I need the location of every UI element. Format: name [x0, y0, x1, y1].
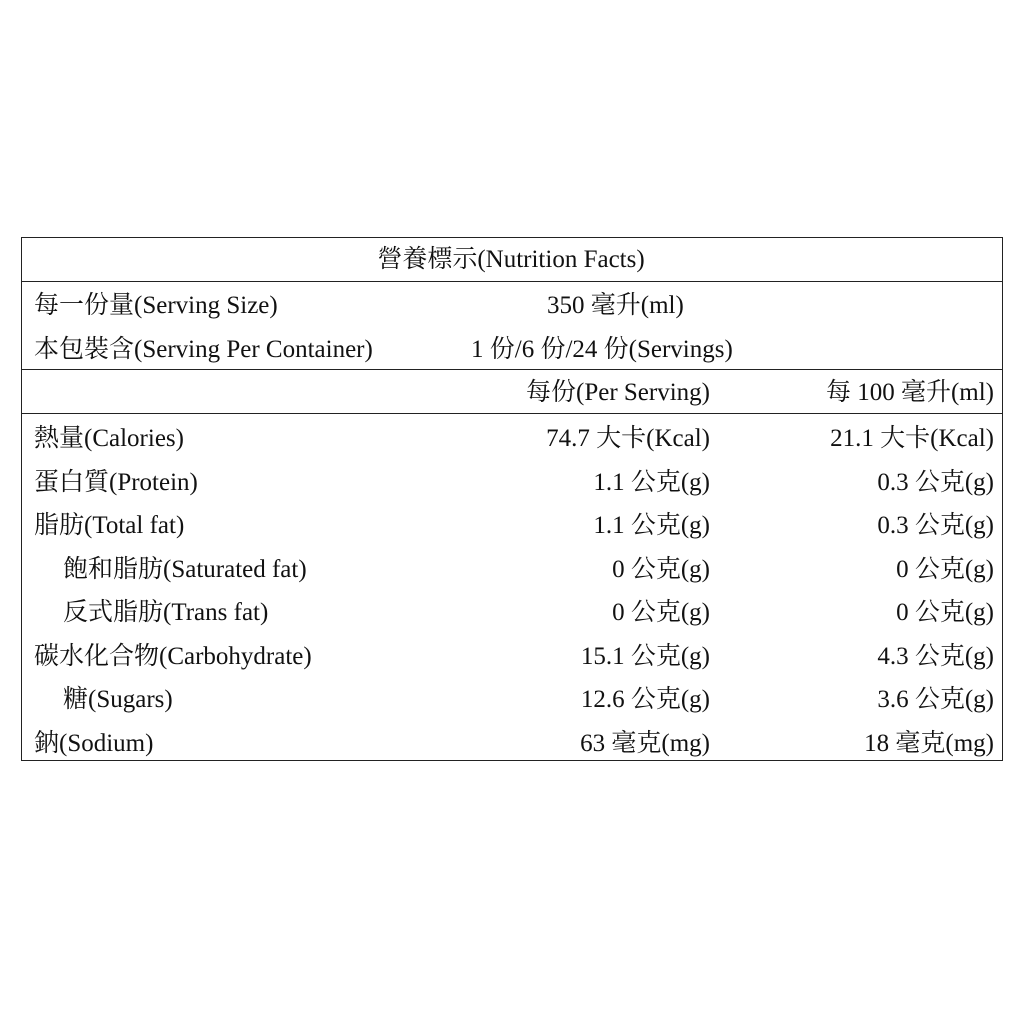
- table-row: [22, 548, 1002, 592]
- nutrient-name: 飽和脂肪(Saturated fat): [63, 555, 307, 583]
- per-100ml-value: 4.3 公克(g): [877, 642, 994, 670]
- per-100ml-header: 每 100 毫升(ml): [825, 379, 994, 406]
- serving-size-value: 350 毫升(ml): [547, 292, 684, 319]
- table-row: [22, 591, 1002, 635]
- nutrient-name: 糖(Sugars): [63, 686, 173, 713]
- nutrient-name: 碳水化合物(Carbohydrate): [34, 642, 312, 670]
- per-100ml-value: 0 公克(g): [896, 599, 994, 626]
- column-header-row: [22, 370, 1002, 414]
- nutrient-name: 脂肪(Total fat): [34, 512, 185, 539]
- servings-per-container-label: 本包裝含(Serving Per Container): [34, 336, 373, 363]
- per-100ml-value: 18 毫克(mg): [864, 729, 994, 757]
- per-serving-value: 0 公克(g): [612, 555, 710, 583]
- table-row: [22, 678, 1002, 722]
- serving-size-row: [22, 282, 1002, 326]
- per-serving-header: 每份(Per Serving): [526, 379, 710, 406]
- per-serving-value: 1.1 公克(g): [593, 468, 710, 496]
- servings-per-container-value: 1 份/6 份/24 份(Servings): [471, 336, 733, 363]
- table-row: [22, 461, 1002, 505]
- nutrition-facts-table: [21, 237, 1003, 761]
- servings-per-container-row: [22, 326, 1002, 370]
- per-100ml-value: 0.3 公克(g): [877, 512, 994, 539]
- per-100ml-value: 21.1 大卡(Kcal): [830, 425, 994, 452]
- per-serving-value: 74.7 大卡(Kcal): [546, 425, 710, 452]
- serving-info-block: [22, 282, 1002, 370]
- per-serving-value: 15.1 公克(g): [580, 642, 710, 670]
- table-row: [22, 417, 1002, 461]
- table-row: [22, 722, 1002, 766]
- table-title-row: [22, 238, 1002, 282]
- table-row: [22, 504, 1002, 548]
- per-100ml-value: 0 公克(g): [896, 555, 994, 583]
- per-100ml-value: 3.6 公克(g): [877, 686, 994, 713]
- table-title: 營養標示(Nutrition Facts): [377, 246, 645, 273]
- nutrient-name: 鈉(Sodium): [34, 729, 154, 757]
- nutrient-name: 反式脂肪(Trans fat): [63, 599, 269, 626]
- per-serving-value: 1.1 公克(g): [593, 512, 710, 539]
- per-serving-value: 63 毫克(mg): [580, 729, 710, 757]
- nutrient-rows: [22, 414, 1002, 765]
- per-100ml-value: 0.3 公克(g): [877, 468, 994, 496]
- table-row: [22, 635, 1002, 679]
- serving-size-label: 每一份量(Serving Size): [34, 292, 278, 319]
- per-serving-value: 12.6 公克(g): [580, 686, 710, 713]
- nutrient-name: 熱量(Calories): [34, 425, 184, 452]
- per-serving-value: 0 公克(g): [612, 599, 710, 626]
- nutrient-name: 蛋白質(Protein): [34, 468, 198, 496]
